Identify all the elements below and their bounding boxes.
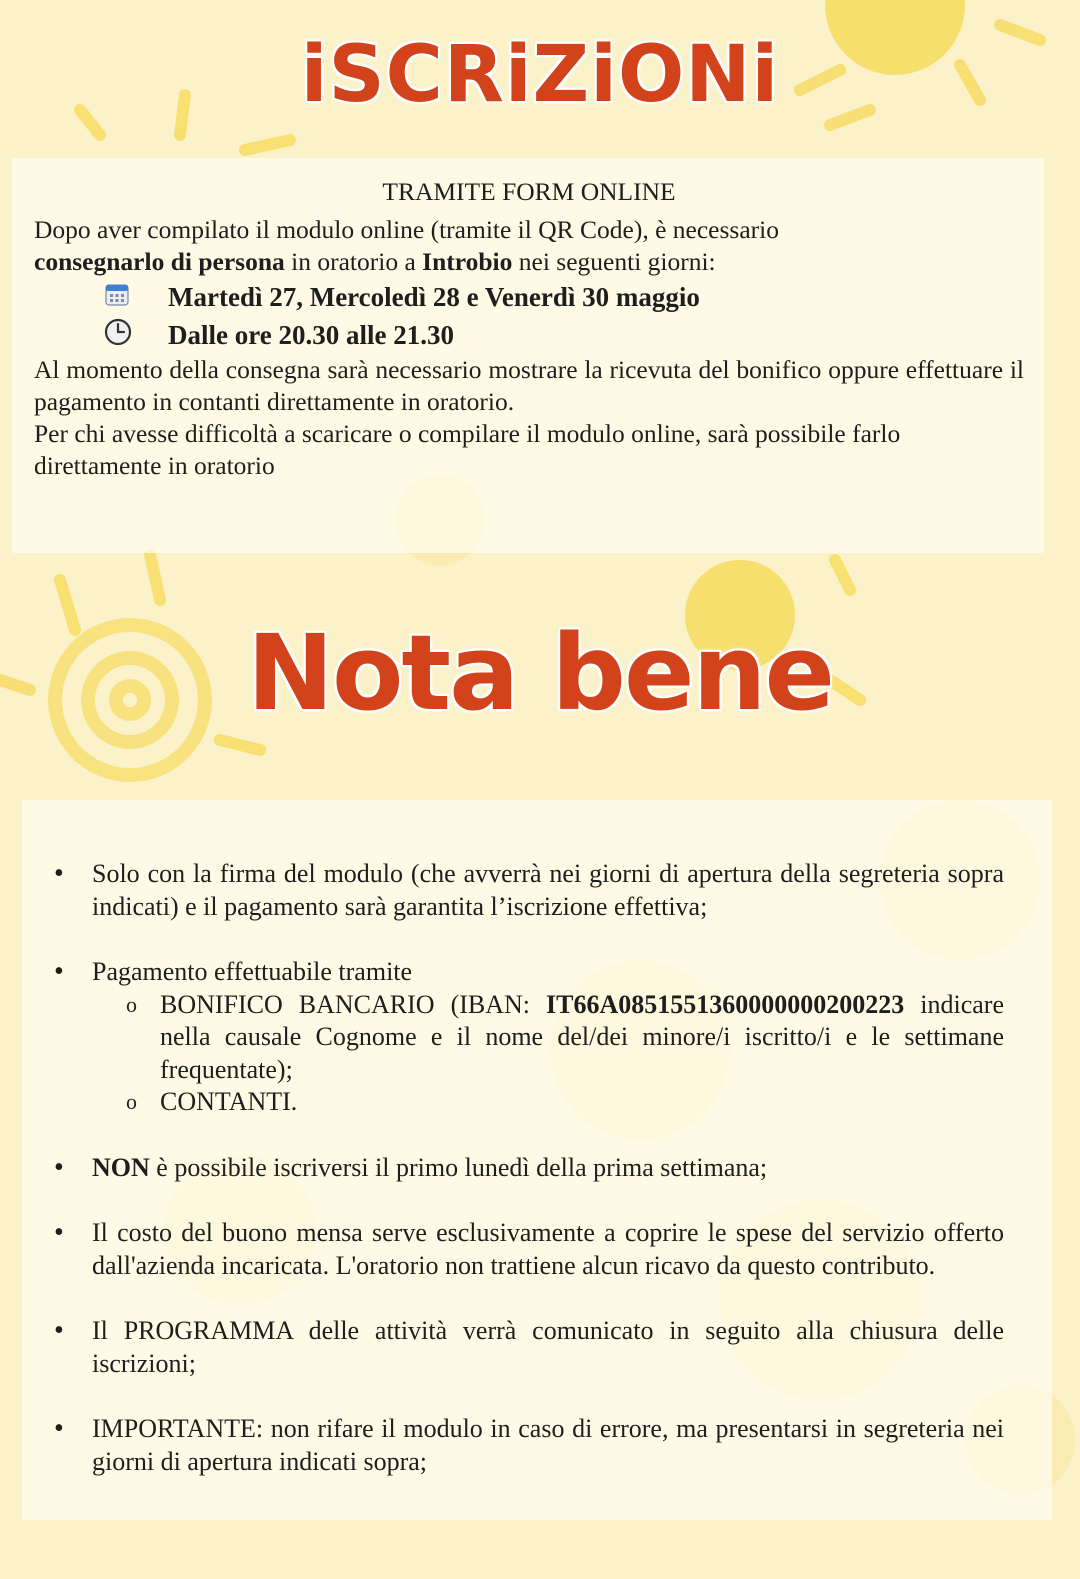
help-note: Per chi avesse difficoltà a scaricare o compilare il modulo online, sarà possibile farlo direttamente in oratorio: [34, 419, 901, 480]
registration-intro: Dopo aver compilato il modulo online (tramite il QR Code), è necessario consegnarlo di persona in oratorio a Introbio nei seguenti giorni:: [34, 215, 779, 276]
sub-list-item: o CONTANTI.: [92, 1086, 1004, 1119]
clock-icon: [104, 318, 168, 353]
registration-section: [34, 176, 1024, 482]
list-item: • Pagamento effettuabile tramite o BONIFICO BANCARIO (IBAN: IT66A0851551360000000200223 indicare nella causale Cognome e il nome del/dei minore/i iscritto/i e le settimane frequentate); o CONTANTI.: [50, 956, 1004, 1119]
sub-list-item: o BONIFICO BANCARIO (IBAN: IT66A0851551360000000200223 indicare nella causale Cognome e il nome del/dei minore/i iscritto/i e le settimane frequentate);: [92, 989, 1004, 1087]
payment-note: Al momento della consegna sarà necessario mostrare la ricevuta del bonifico oppure effettuare il pagamento in contanti direttamente in oratorio.: [34, 355, 1024, 416]
nota-bene-section: [50, 858, 1004, 1478]
date-row: [104, 278, 1024, 316]
nota-bene-title: Nota bene: [246, 612, 834, 734]
list-item: • Il PROGRAMMA delle attività verrà comunicato in seguito alla chiusura delle iscrizioni;: [50, 1315, 1004, 1380]
calendar-icon: [104, 281, 168, 314]
hours-text: Dalle ore 20.30 alle 21.30: [168, 320, 454, 350]
list-item: • Il costo del buono mensa serve esclusivamente a coprire le spese del servizio offerto dall'azienda incaricata. L'oratorio non trattiene alcun ricavo da questo contributo.: [50, 1217, 1004, 1282]
registration-subtitle: TRAMITE FORM ONLINE: [382, 177, 676, 206]
dates-text: Martedì 27, Mercoledì 28 e Venerdì 30 maggio: [168, 282, 700, 312]
hours-row: [104, 316, 1024, 354]
list-item: • NON è possibile iscriversi il primo lunedì della prima settimana;: [50, 1152, 1004, 1185]
page-title: iSCRiZiONi: [300, 30, 780, 120]
list-item: • Solo con la firma del modulo (che avverrà nei giorni di apertura della segreteria sopra indicati) e il pagamento sarà garantita l’iscrizione effettiva;: [50, 858, 1004, 923]
list-item: • IMPORTANTE: non rifare il modulo in caso di errore, ma presentarsi in segreteria nei giorni di apertura indicati sopra;: [50, 1413, 1004, 1478]
